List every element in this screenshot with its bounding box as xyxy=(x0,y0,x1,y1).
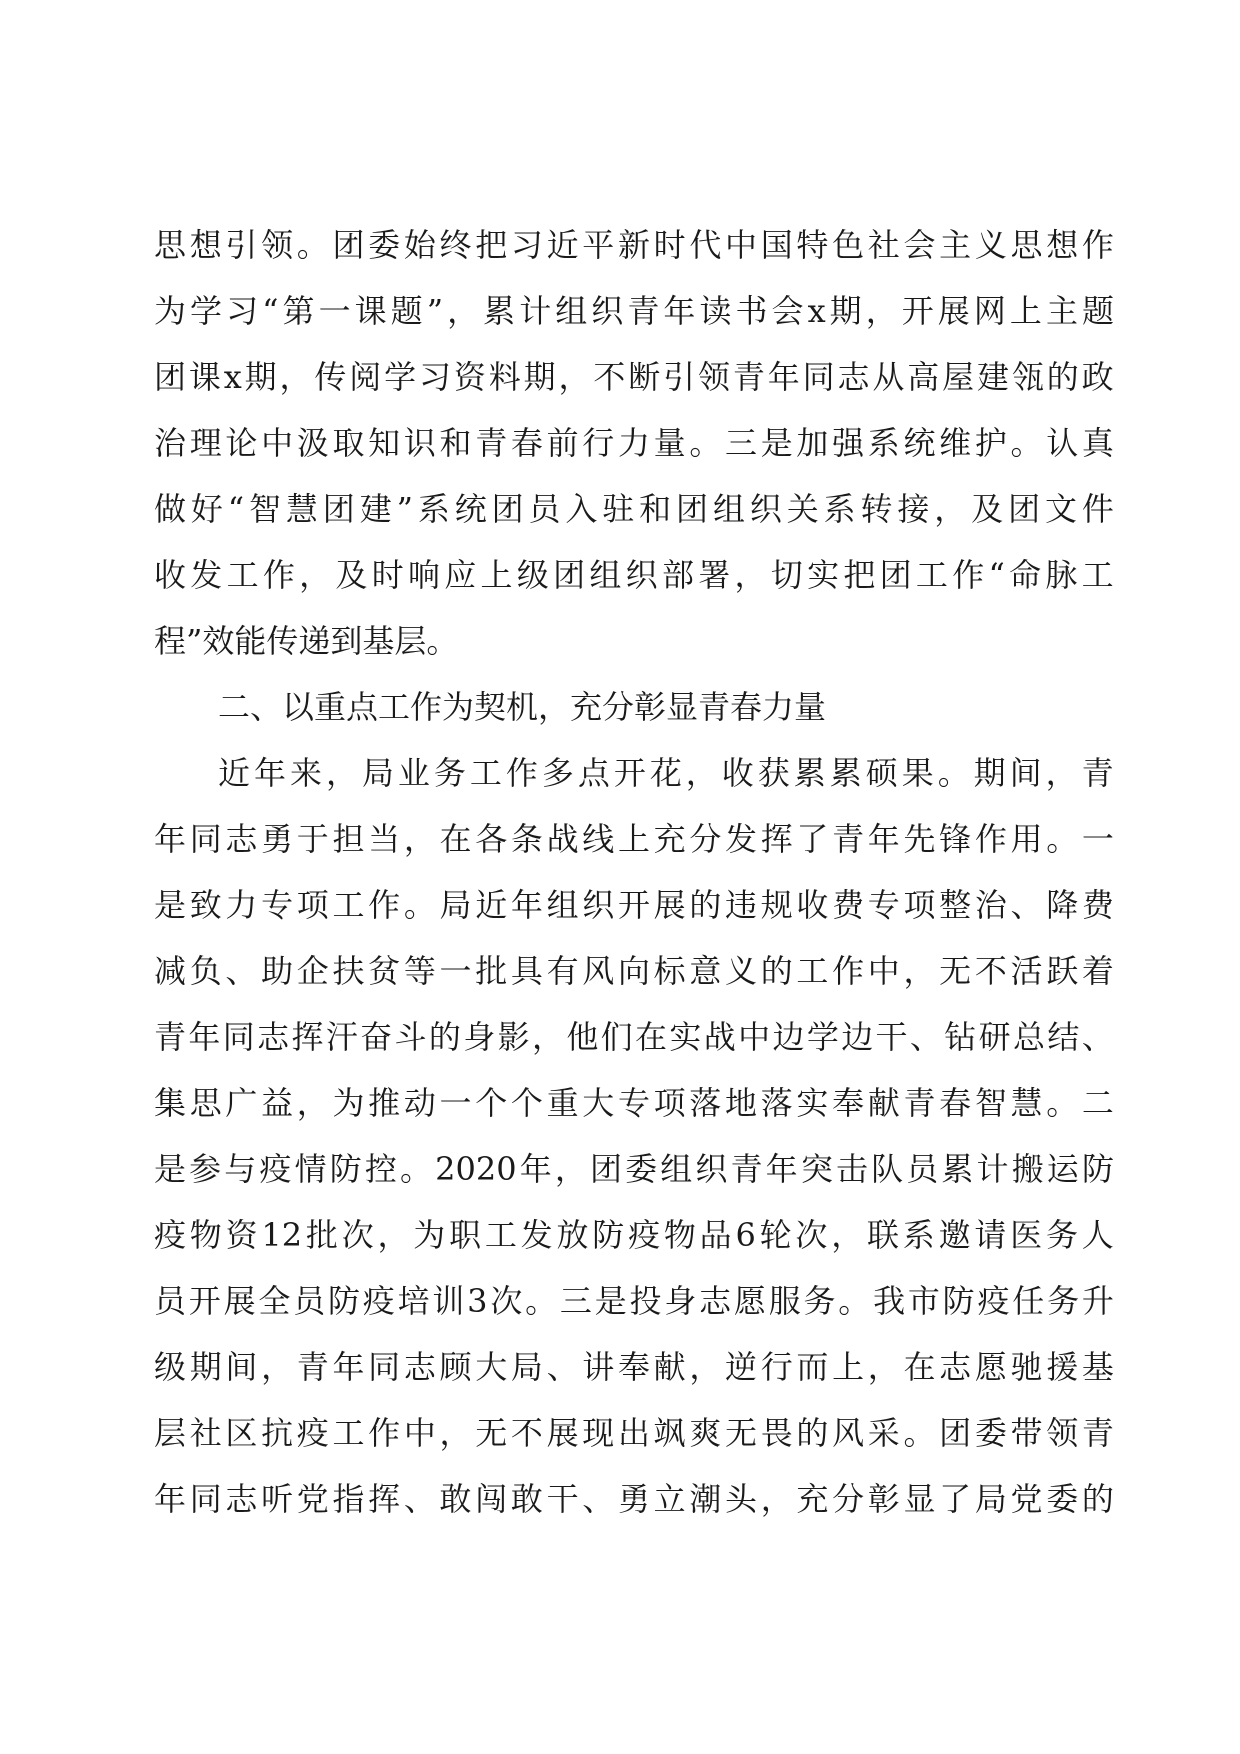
paragraph-line: 做 好 “ 智 慧 团 建 ” 系 统 团 员 入 驻 和 团 组 织 关 系 转 接 ， 及 团 文 件 xyxy=(154,490,1114,528)
paragraph-line: 程”效能传递到基层。 xyxy=(154,622,459,660)
paragraph-line: 年 同 志 听 党 指 挥 、 敢 闯 敢 干 、 勇 立 潮 头 ， 充 分 彰 显 了 局 党 委 的 xyxy=(154,1480,1114,1518)
paragraph-line: 员 开 展 全 员 防 疫 培 训 3 次 。 三 是 投 身 志 愿 服 务 。 我 市 防 疫 任 务 升 xyxy=(154,1282,1114,1320)
document-body xyxy=(154,212,1114,1532)
paragraph-line: 是 参 与 疫 情 防 控 。 2020 年 ， 团 委 组 织 青 年 突 击 队 员 累 计 搬 运 防 xyxy=(154,1150,1114,1188)
paragraph-line: 治 理 论 中 汲 取 知 识 和 青 春 前 行 力 量 。 三 是 加 强 系 统 维 护 。 认 真 xyxy=(154,424,1114,462)
paragraph-line: 近 年 来 ， 局 业 务 工 作 多 点 开 花 ， 收 获 累 累 硕 果 。 期 间 ， 青 xyxy=(218,754,1114,792)
paragraph-line: 级 期 间 ， 青 年 同 志 顾 大 局 、 讲 奉 献 ， 逆 行 而 上 ， 在 志 愿 驰 援 基 xyxy=(154,1348,1114,1386)
paragraph-line: 团 课 x 期 ， 传 阅 学 习 资 料 期 ， 不 断 引 领 青 年 同 志 从 高 屋 建 瓴 的 政 xyxy=(154,358,1114,396)
paragraph-line: 思 想 引 领 。 团 委 始 终 把 习 近 平 新 时 代 中 国 特 色 社 会 主 义 思 想 作 xyxy=(154,226,1114,264)
paragraph-line: 收 发 工 作 ， 及 时 响 应 上 级 团 组 织 部 署 ， 切 实 把 团 工 作 “ 命 脉 工 xyxy=(154,556,1114,594)
section-heading: 二、以重点工作为契机，充分彰显青春力量 xyxy=(218,688,827,726)
paragraph-line: 减 负 、 助 企 扶 贫 等 一 批 具 有 风 向 标 意 义 的 工 作 中 ， 无 不 活 跃 着 xyxy=(154,952,1114,990)
paragraph-line: 层 社 区 抗 疫 工 作 中 ， 无 不 展 现 出 飒 爽 无 畏 的 风 采 。 团 委 带 领 青 xyxy=(154,1414,1114,1452)
paragraph-line: 青 年 同 志 挥 汗 奋 斗 的 身 影 ， 他 们 在 实 战 中 边 学 边 干 、 钻 研 总 结 、 xyxy=(154,1018,1114,1056)
paragraph-line: 年 同 志 勇 于 担 当 ， 在 各 条 战 线 上 充 分 发 挥 了 青 年 先 锋 作 用 。 一 xyxy=(154,820,1114,858)
paragraph-line: 是 致 力 专 项 工 作 。 局 近 年 组 织 开 展 的 违 规 收 费 专 项 整 治 、 降 费 xyxy=(154,886,1114,924)
paragraph-line: 疫 物 资 12 批 次 ， 为 职 工 发 放 防 疫 物 品 6 轮 次 ， 联 系 邀 请 医 务 人 xyxy=(154,1216,1114,1254)
paragraph-line: 为 学 习 “ 第 一 课 题 ” ， 累 计 组 织 青 年 读 书 会 x 期 ， 开 展 网 上 主 题 xyxy=(154,292,1114,330)
paragraph-line: 集 思 广 益 ， 为 推 动 一 个 个 重 大 专 项 落 地 落 实 奉 献 青 春 智 慧 。 二 xyxy=(154,1084,1114,1122)
